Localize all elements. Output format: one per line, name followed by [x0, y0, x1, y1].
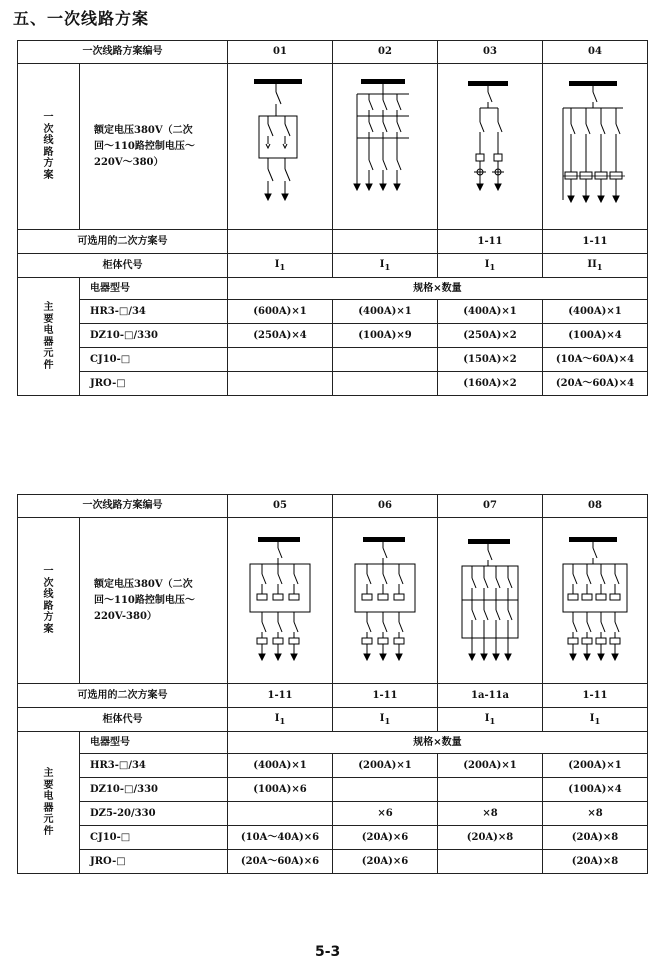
table-header-row: [18, 495, 648, 518]
spec-cell: (160A)×2: [438, 372, 543, 396]
circuit-diagram-06: [333, 518, 438, 684]
spec-cell: (20A～60A)×4: [543, 372, 648, 396]
spec-cell: [228, 802, 333, 826]
spec-cell: (250A)×2: [438, 324, 543, 348]
spec-cell: (200A)×1: [543, 754, 648, 778]
cabinet-code-value: $I_1$: [333, 708, 438, 732]
spec-cell: (10A～60A)×4: [543, 348, 648, 372]
cabinet-code-row: [18, 254, 648, 278]
spec-cell: (600A)×1: [228, 300, 333, 324]
spec-header: 规格×数量: [228, 278, 648, 300]
component-model: CJ10-□: [80, 826, 228, 850]
component-header-row: [18, 732, 648, 754]
component-model: DZ10-□/330: [80, 778, 228, 802]
spec-cell: (400A)×1: [228, 754, 333, 778]
table-row: [18, 802, 648, 826]
scheme-number: 07: [438, 495, 543, 518]
secondary-scheme-label: 可选用的二次方案号: [18, 684, 228, 708]
circuit-diagram-07: [438, 518, 543, 684]
spec-cell: (200A)×1: [438, 754, 543, 778]
side-label-components: 主 要 电 器 元 件: [18, 278, 80, 396]
side-label-scheme: 一 次 线 路 方 案: [18, 518, 80, 684]
component-model: HR3-□/34: [80, 754, 228, 778]
scheme-number: 03: [438, 41, 543, 64]
side-label-scheme: 一 次 线 路 方 案: [18, 64, 80, 230]
secondary-scheme-value: 1a-11a: [438, 684, 543, 708]
cabinet-code-label: 柜体代号: [18, 708, 228, 732]
secondary-scheme-value: 1-11: [543, 684, 648, 708]
secondary-scheme-value: 1-11: [333, 684, 438, 708]
secondary-scheme-row: [18, 684, 648, 708]
spec-cell: (100A)×9: [333, 324, 438, 348]
spec-cell: (20A)×8: [438, 826, 543, 850]
model-header: 电器型号: [80, 732, 228, 754]
spec-cell: [438, 778, 543, 802]
secondary-scheme-value: 1-11: [543, 230, 648, 254]
spec-cell: ×8: [543, 802, 648, 826]
spec-cell: (20A)×8: [543, 850, 648, 874]
component-model: HR3-□/34: [80, 300, 228, 324]
spec-cell: [438, 850, 543, 874]
secondary-scheme-value: [333, 230, 438, 254]
spec-cell: (20A)×8: [543, 826, 648, 850]
circuit-diagram-05: [228, 518, 333, 684]
cabinet-code-value: $I_1$: [228, 254, 333, 278]
cabinet-code-value: $II_1$: [543, 254, 648, 278]
component-model: CJ10-□: [80, 348, 228, 372]
spec-cell: (20A)×6: [333, 850, 438, 874]
cabinet-code-value: $I_1$: [543, 708, 648, 732]
component-model: DZ5-20/330: [80, 802, 228, 826]
table-row: [18, 348, 648, 372]
spec-cell: ×6: [333, 802, 438, 826]
scheme-table-1: [17, 40, 648, 396]
table-row: [18, 300, 648, 324]
diagram-row: [18, 64, 648, 230]
diagram-row: [18, 518, 648, 684]
scheme-number: 06: [333, 495, 438, 518]
scheme-number: 01: [228, 41, 333, 64]
spec-cell: (400A)×1: [438, 300, 543, 324]
cabinet-code-row: [18, 708, 648, 732]
page-number: 5-3: [315, 944, 341, 960]
spec-cell: (100A)×4: [543, 778, 648, 802]
rated-voltage-description: 额定电压380V（二次 回～110路控制电压～ 220V～380）: [80, 64, 228, 230]
side-label-components: 主 要 电 器 元 件: [18, 732, 80, 874]
table-row: [18, 850, 648, 874]
secondary-scheme-value: [228, 230, 333, 254]
section-title: 五、一次线路方案: [13, 9, 150, 28]
secondary-scheme-label: 可选用的二次方案号: [18, 230, 228, 254]
scheme-number-label: 一次线路方案编号: [18, 41, 228, 64]
table-header-row: [18, 41, 648, 64]
cabinet-code-label: 柜体代号: [18, 254, 228, 278]
model-header: 电器型号: [80, 278, 228, 300]
component-model: DZ10-□/330: [80, 324, 228, 348]
secondary-scheme-row: [18, 230, 648, 254]
spec-cell: (250A)×4: [228, 324, 333, 348]
table-row: [18, 754, 648, 778]
scheme-number: 04: [543, 41, 648, 64]
circuit-diagram-04: [543, 64, 648, 230]
spec-cell: [333, 778, 438, 802]
circuit-diagram-03: [438, 64, 543, 230]
secondary-scheme-value: 1-11: [228, 684, 333, 708]
scheme-number: 08: [543, 495, 648, 518]
spec-cell: (20A～60A)×6: [228, 850, 333, 874]
spec-cell: [333, 348, 438, 372]
spec-header: 规格×数量: [228, 732, 648, 754]
component-model: JRO-□: [80, 372, 228, 396]
circuit-diagram-01: [228, 64, 333, 230]
table-row: [18, 324, 648, 348]
cabinet-code-value: $I_1$: [333, 254, 438, 278]
cabinet-code-value: $I_1$: [228, 708, 333, 732]
spec-cell: ×8: [438, 802, 543, 826]
scheme-number: 05: [228, 495, 333, 518]
cabinet-code-value: $I_1$: [438, 708, 543, 732]
component-model: JRO-□: [80, 850, 228, 874]
spec-cell: [333, 372, 438, 396]
spec-cell: (20A)×6: [333, 826, 438, 850]
scheme-number: 02: [333, 41, 438, 64]
spec-cell: (100A)×4: [543, 324, 648, 348]
spec-cell: (150A)×2: [438, 348, 543, 372]
spec-cell: (100A)×6: [228, 778, 333, 802]
circuit-diagram-08: [543, 518, 648, 684]
circuit-diagram-02: [333, 64, 438, 230]
scheme-table-2: [17, 494, 648, 874]
spec-cell: [228, 372, 333, 396]
spec-cell: [228, 348, 333, 372]
cabinet-code-value: $I_1$: [438, 254, 543, 278]
table-row: [18, 826, 648, 850]
rated-voltage-description: 额定电压380V（二次 回～110路控制电压～ 220V-380）: [80, 518, 228, 684]
table-row: [18, 778, 648, 802]
scheme-number-label: 一次线路方案编号: [18, 495, 228, 518]
spec-cell: (10A～40A)×6: [228, 826, 333, 850]
spec-cell: (400A)×1: [543, 300, 648, 324]
table-row: [18, 372, 648, 396]
component-header-row: [18, 278, 648, 300]
spec-cell: (200A)×1: [333, 754, 438, 778]
spec-cell: (400A)×1: [333, 300, 438, 324]
secondary-scheme-value: 1-11: [438, 230, 543, 254]
